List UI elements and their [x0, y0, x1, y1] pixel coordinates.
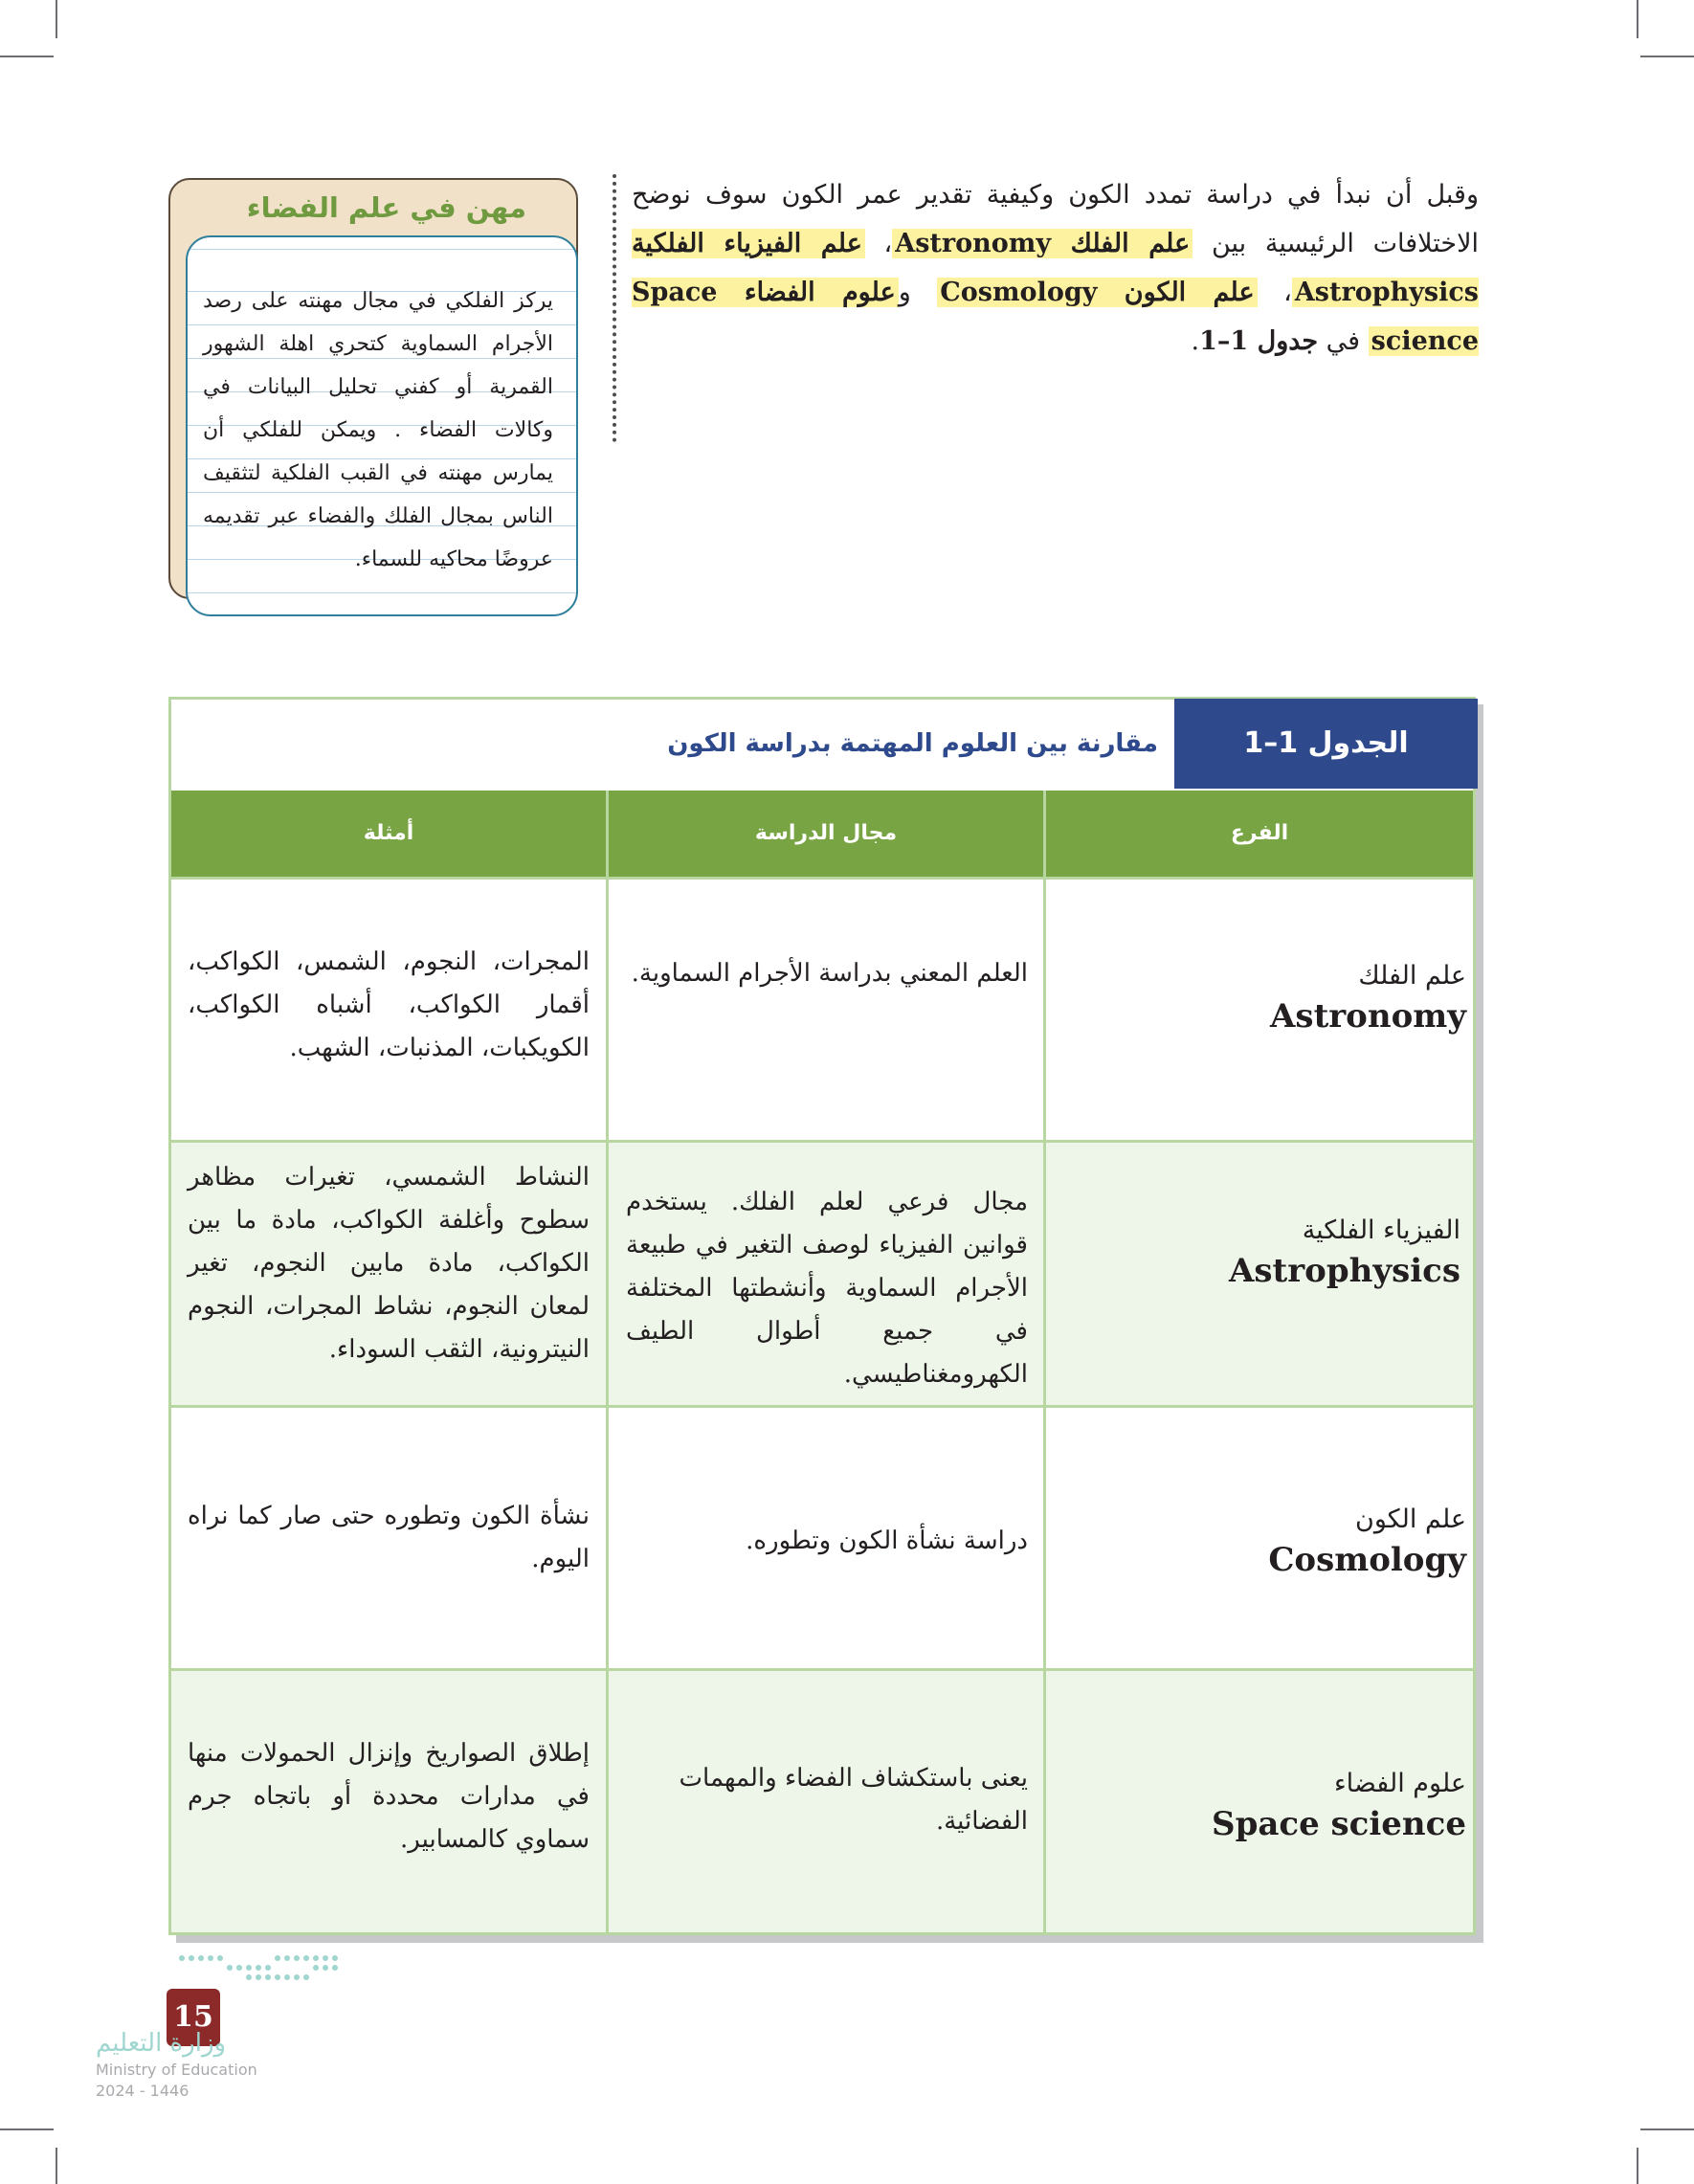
careers-text: يركز الفلكي في مجال مهنته على رصد الأجرام السماوية كتحري اهلة الشهور القمرية أو كفني تحليل البيانات في وكالات الفضاء . ويمكن للفلكي أن يمارس مهنته في القبب الفلكية لتثقيف الناس بمجال الفلك والفضاء عبر تقديمه عروضًا محاكيه للسماء. [203, 289, 553, 571]
branch-name-ar: علم الكون [1354, 1504, 1466, 1534]
branch-name-en: Astronomy [1270, 997, 1466, 1036]
term-astronomy: علم الفلك Astronomy [892, 229, 1192, 258]
branch-name-en: Space science [1212, 1805, 1466, 1843]
crop-mark [1637, 0, 1638, 38]
page-number: 15 [167, 1989, 220, 2046]
crop-mark [0, 56, 54, 57]
column-divider [1043, 791, 1046, 1932]
field-cell: العلم المعني بدراسة الأجرام السماوية. [631, 959, 1028, 988]
header-examples: أمثلة [171, 791, 606, 877]
table-label: الجدول 1–1 [1174, 699, 1478, 789]
row-divider [171, 1405, 1473, 1408]
field-cell: يعنى باستكشاف الفضاء والمهمات الفضائية. [679, 1764, 1028, 1836]
examples-cell: النشاط الشمسي، تغيرات مظاهر سطوح وأغلفة الكواكب، مادة ما بين الكواكب، مادة مابين النجوم، تغير لمعان النجوم، نشاط المجرات، النجوم النيترونية، الثقب السوداء. [188, 1163, 590, 1364]
intro-text: وقبل أن نبدأ في دراسة تمدد الكون وكيفية تقدير عمر الكون سوف نوضح الاختلافات الرئيسية بين [632, 180, 1479, 258]
table-title: مقارنة بين العلوم المهتمة بدراسة الكون [667, 729, 1158, 758]
conjunction: و [898, 278, 938, 307]
row-divider [171, 1668, 1473, 1671]
term-space-science: علوم الفضاء Space science [632, 278, 1479, 356]
careers-title: مهن في علم الفضاء [246, 191, 526, 224]
crop-mark [1640, 2128, 1694, 2130]
field-cell: مجال فرعي لعلم الفلك. يستخدم قوانين الفيزياء لوصف التغير في طبيعة الأجرام السماوية وأنشطتها المختلفة في جميع أطوال الطيف الكهرومغناطيسي. [626, 1188, 1028, 1389]
crop-mark [56, 0, 57, 38]
intro-text-tail: في [1318, 326, 1369, 356]
separator: ، [1257, 278, 1292, 307]
field-cell: دراسة نشأة الكون وتطوره. [746, 1527, 1028, 1555]
branch-name-en: Cosmology [1268, 1541, 1466, 1579]
period: . [1191, 326, 1200, 356]
separator: ، [864, 229, 893, 258]
crop-mark [1637, 2148, 1638, 2184]
branch-cell [1062, 1501, 1466, 1581]
ministry-logo-dots-icon [172, 1952, 345, 1991]
table-reference: جدول 1–1 [1199, 326, 1319, 356]
branch-cell [1062, 957, 1466, 1037]
row-divider [171, 877, 1473, 880]
header-field: مجال الدراسة [609, 791, 1043, 877]
branch-name-ar: علم الفلك [1358, 961, 1466, 991]
branch-name-ar: الفيزياء الفلكية [1302, 1215, 1460, 1245]
ministry-name-ar: وزارة التعليم [96, 2029, 227, 2058]
term-cosmology: علم الكون Cosmology [937, 278, 1257, 307]
ministry-name-en: Ministry of Education [96, 2061, 257, 2079]
dotted-separator [613, 174, 616, 442]
row-divider [171, 1140, 1473, 1143]
branch-name-en: Astrophysics [1229, 1252, 1460, 1290]
edition-year: 2024 - 1446 [96, 2082, 189, 2100]
examples-cell: المجرات، النجوم، الشمس، الكواكب، أقمار الكواكب، أشباه الكواكب، الكويكبات، المذنبات، الشهب. [188, 947, 590, 1062]
column-divider [606, 791, 609, 1932]
header-branch: الفرع [1046, 791, 1473, 877]
crop-mark [0, 2128, 54, 2130]
examples-cell: إطلاق الصواريخ وإنزال الحمولات منها في مدارات محددة أو باتجاه جرم سماوي كالمسابير. [188, 1739, 590, 1854]
branch-cell [1062, 1765, 1466, 1845]
branch-name-ar: علوم الفضاء [1333, 1769, 1466, 1798]
examples-cell: نشأة الكون وتطوره حتى صار كما نراه اليوم. [188, 1502, 590, 1573]
crop-mark [56, 2148, 57, 2184]
intro-paragraph [632, 170, 1479, 366]
crop-mark [1640, 56, 1694, 57]
term-astrophysics: علم الفيزياء الفلكية Astrophysics [632, 229, 1480, 307]
branch-cell [1062, 1212, 1460, 1292]
